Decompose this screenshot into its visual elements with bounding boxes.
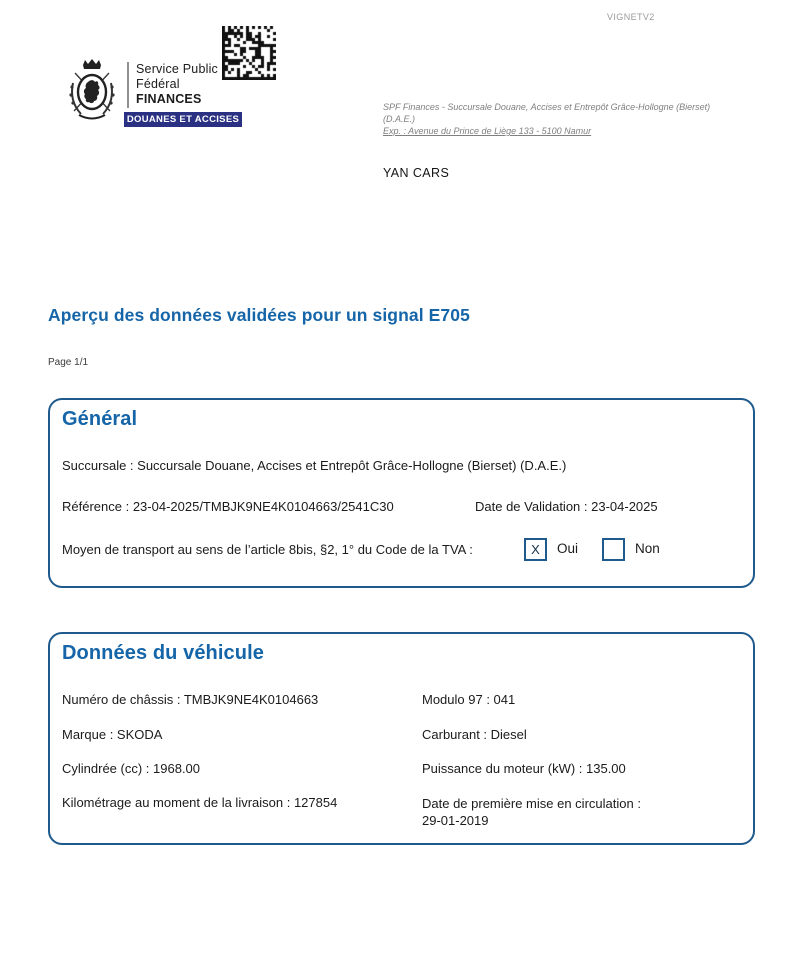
belgian-coat-of-arms-logo: [66, 57, 118, 121]
field-kilometrage: Kilométrage au moment de la livraison : 127854: [62, 795, 338, 810]
field-reference: Référence : 23-04-2025/TMBJK9NE4K0104663/2541C30: [62, 499, 394, 514]
sender-line-1: SPF Finances - Succursale Douane, Accises et Entrepôt Grâce-Hollogne (Bierset) (D.A.E.): [383, 102, 711, 124]
field-puissance: Puissance du moteur (kW) : 135.00: [422, 761, 626, 776]
field-carburant: Carburant : Diesel: [422, 727, 527, 742]
doc-code-label: VIGNETV2: [607, 12, 655, 22]
field-first-registration-value: 29-01-2019: [422, 813, 489, 828]
section-vehicle-heading: Données du véhicule: [62, 642, 264, 664]
checkbox-oui-label: Oui: [557, 541, 579, 556]
field-marque: Marque : SKODA: [62, 727, 163, 742]
checkbox-non: [602, 538, 625, 561]
section-general-heading: Général: [62, 408, 138, 430]
datamatrix-code: [222, 26, 276, 80]
field-modulo97: Modulo 97 : 041: [422, 692, 516, 707]
logo-divider: [127, 62, 129, 108]
section-vehicle-data: [48, 632, 755, 845]
field-succursale: Succursale : Succursale Douane, Accises et Entrepôt Grâce-Hollogne (Bierset) (D.A.E.): [62, 458, 567, 473]
logo-wordmark: [136, 62, 218, 107]
field-first-registration: [422, 795, 752, 829]
douanes-accises-banner: DOUANES ET ACCISES: [124, 112, 242, 127]
logo-line-1: Service Public: [136, 62, 218, 76]
page-indicator: Page 1/1: [48, 357, 89, 368]
logo-line-3: FINANCES: [136, 92, 202, 106]
field-validation-date: Date de Validation : 23-04-2025: [475, 499, 658, 514]
checkbox-oui: X: [524, 538, 547, 561]
field-cylindree: Cylindrée (cc) : 1968.00: [62, 761, 201, 776]
checkbox-non-label: Non: [635, 541, 660, 556]
logo-line-2: Fédéral: [136, 77, 180, 91]
page-title: Aperçu des données validées pour un signal E705: [48, 305, 470, 325]
field-transport-question: Moyen de transport au sens de l’article 8bis, §2, 1° du Code de la TVA :: [62, 542, 473, 557]
section-general: [48, 398, 755, 588]
sender-line-2: Exp. : Avenue du Prince de Liège 133 - 5100 Namur: [383, 126, 592, 136]
recipient-name: YAN CARS: [383, 166, 450, 180]
sender-address-block: [383, 101, 728, 137]
field-chassis-number: Numéro de châssis : TMBJK9NE4K0104663: [62, 692, 319, 707]
field-first-registration-label: Date de première mise en circulation :: [422, 796, 641, 811]
